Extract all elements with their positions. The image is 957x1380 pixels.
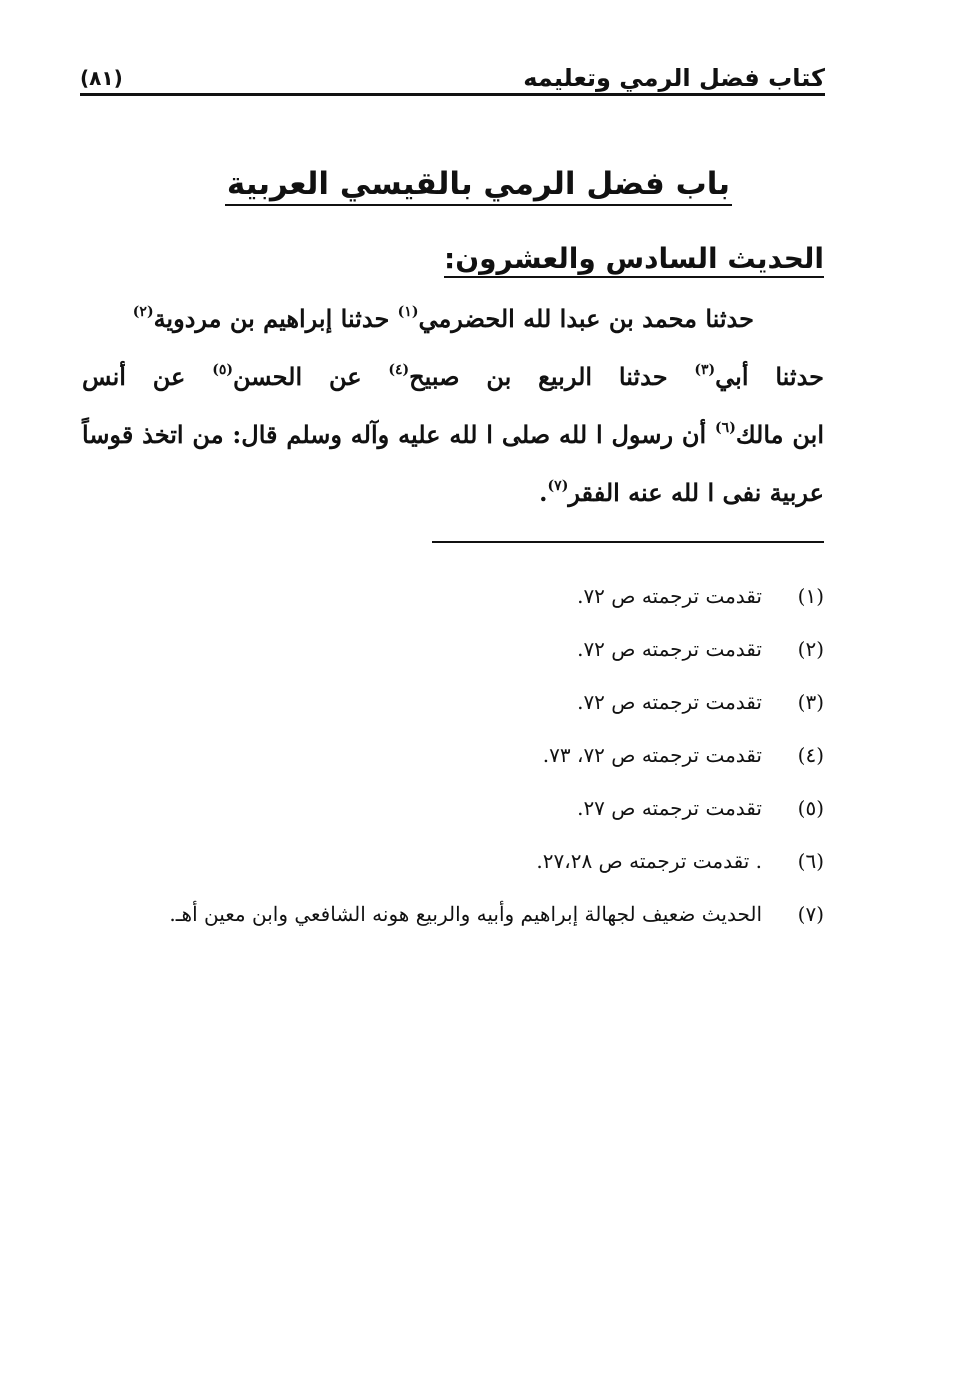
footnote-number: (٣): [797, 690, 824, 714]
hadith-line: [82, 406, 824, 464]
footnote-text: تقدمت ترجمته ص ٧٢، ٧٣.: [542, 743, 762, 767]
footnote-text: تقدمت ترجمته ص ٢٧.: [577, 796, 762, 820]
hadith-line: [82, 290, 824, 348]
hadith-line: [82, 348, 824, 406]
footnote-text: تقدمت ترجمته ص ٧٢.: [577, 637, 762, 661]
footnote-marker: (٢): [132, 304, 154, 320]
footnote-marker: (٧): [547, 478, 569, 494]
running-header: [80, 60, 825, 104]
footnote-number: (٢): [797, 637, 824, 661]
footnotes-list: [79, 570, 824, 941]
hadith-line: [82, 464, 824, 522]
hadith-text-segment: ابن مالك: [735, 420, 824, 449]
footnote-text: تقدمت ترجمته ص ٧٢.: [577, 690, 762, 714]
footnote-text: الحديث ضعيف لجهالة إبراهيم وأبيه والربيع هونه الشافعي وابن معين أهـ.: [169, 902, 762, 926]
footnote-item: [79, 676, 824, 729]
footnote-marker: (٦): [715, 420, 736, 436]
hadith-text-segment: .: [539, 478, 548, 507]
page-number: (٨١): [80, 66, 133, 90]
chapter-title-text: باب فضل الرمي بالقيسي العربية: [225, 166, 732, 206]
header-rule: [80, 93, 825, 96]
hadith-text-segment: حدثنا إبراهيم بن مردوية: [153, 304, 398, 333]
footnote-item: [79, 570, 824, 623]
footnote-number: (٧): [797, 902, 824, 926]
hadith-text-segment: حدثنا محمد بن عبدا لله الحضرمي: [418, 304, 754, 333]
footnote-item: [79, 623, 824, 676]
book-title: كتاب فضل الرمي وتعليمه: [513, 64, 825, 92]
chapter-title: [0, 166, 957, 202]
footnote-number: (٥): [797, 796, 824, 820]
hadith-text: [82, 290, 824, 522]
footnote-marker: (١): [397, 304, 419, 320]
footnote-number: (١): [797, 584, 824, 608]
hadith-text-segment: حدثنا أبي: [715, 362, 825, 391]
hadith-text-segment: حدثنا الربيع بن صبيح: [409, 362, 695, 391]
footnote-marker: (٥): [212, 362, 233, 378]
footnote-separator: [432, 541, 824, 543]
footnote-number: (٦): [797, 849, 824, 873]
hadith-heading: الحديث السادس والعشرون:: [444, 242, 824, 278]
footnote-number: (٤): [797, 743, 824, 767]
hadith-text-segment: عربية نفى ا لله عنه الفقر: [568, 478, 824, 507]
footnote-marker: (٤): [388, 362, 410, 378]
hadith-text-segment: أن رسول ا لله صلى ا لله عليه وآله وسلم قال: من اتخذ قوساً: [82, 420, 716, 449]
footnote-item: [79, 782, 824, 835]
footnote-marker: (٣): [694, 362, 716, 378]
footnote-item: [79, 729, 824, 782]
footnote-text: تقدمت ترجمته ص ٧٢.: [577, 584, 762, 608]
footnote-item: [79, 888, 824, 941]
hadith-text-segment: عن الحسن: [232, 362, 389, 391]
footnote-item: [79, 835, 824, 888]
hadith-text-segment: عن أنس: [82, 362, 213, 391]
footnote-text: . تقدمت ترجمته ص ٢٧،٢٨.: [536, 849, 762, 873]
